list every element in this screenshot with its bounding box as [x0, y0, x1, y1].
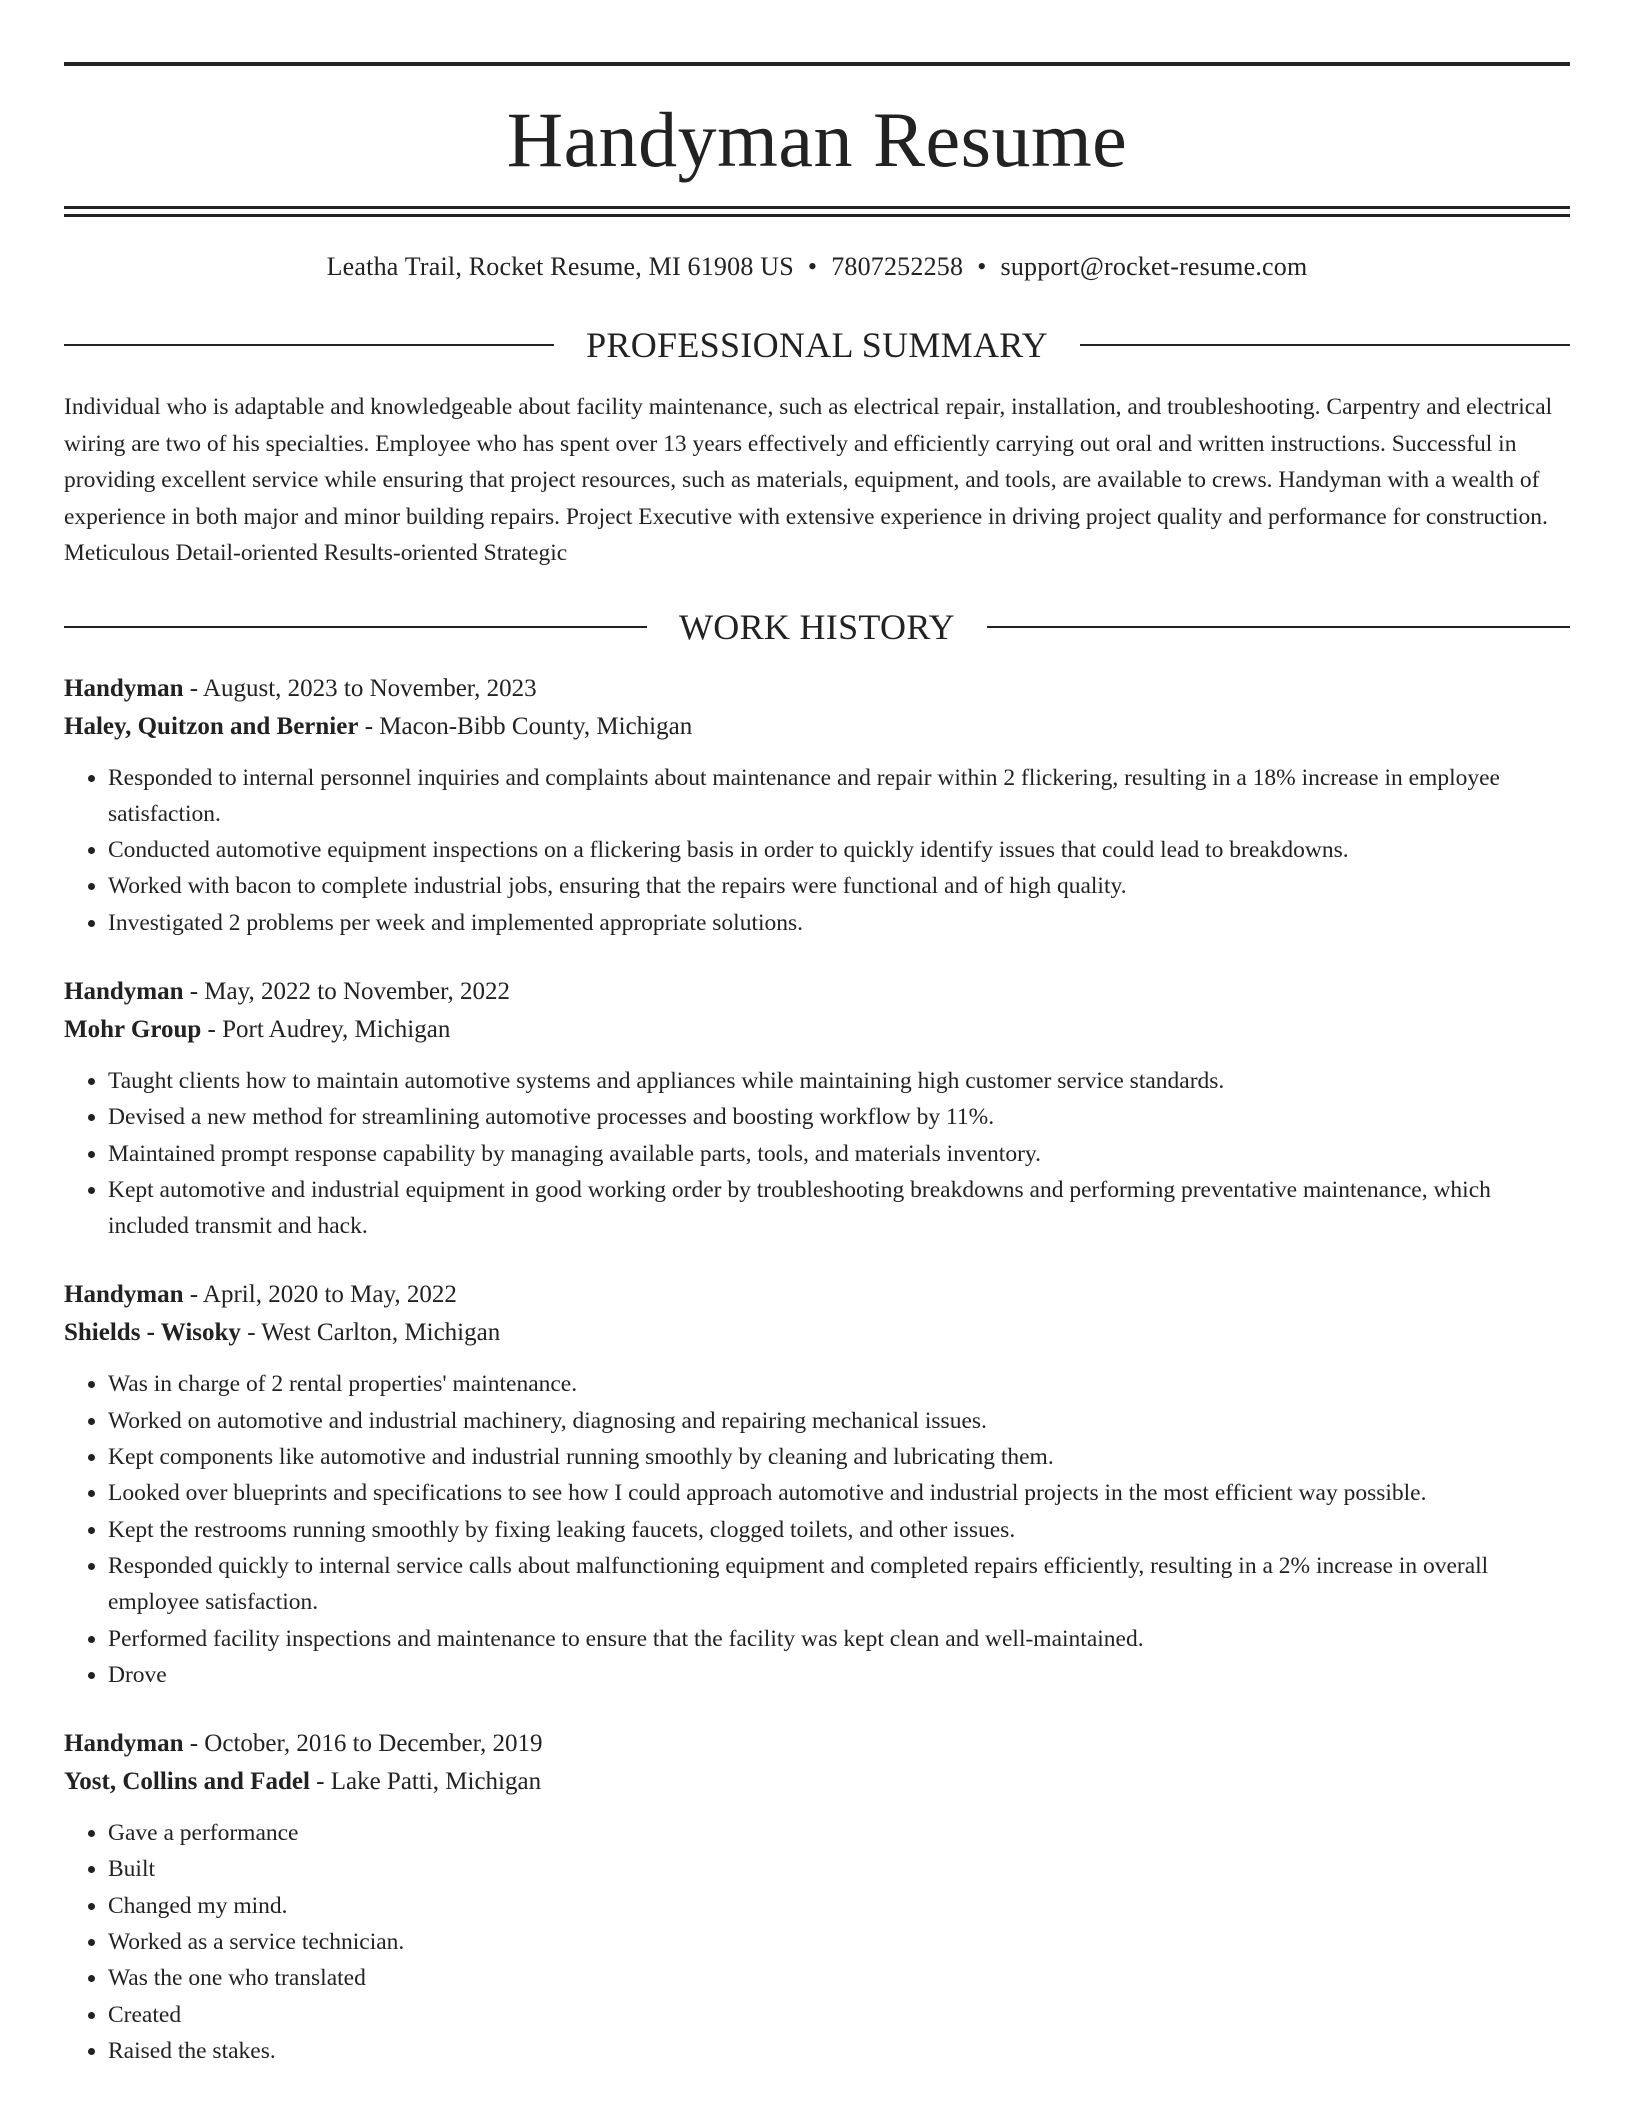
- job-title-line: [64, 973, 1570, 1011]
- job-duties-list: [64, 1366, 1570, 1693]
- job-location: - Lake Patti, Michigan: [309, 1768, 542, 1796]
- contact-separator: •: [977, 252, 987, 281]
- job-dates: - May, 2022 to November, 2022: [183, 977, 510, 1005]
- duty-item: • Worked on automotive and industrial machinery, diagnosing and repairing mechanical issues.: [108, 1403, 1570, 1439]
- duty-item: • Was in charge of 2 rental properties' maintenance.: [108, 1366, 1570, 1402]
- job-duties-list: [64, 1063, 1570, 1244]
- contact-separator: •: [807, 252, 818, 281]
- duty-item: • Kept automotive and industrial equipment in good working order by troubleshooting breakdowns and performing preventative maintenance, which included transmit and hack.: [108, 1172, 1570, 1245]
- heading-rule-left: [64, 626, 647, 628]
- job-company-line: [64, 708, 1570, 746]
- duty-item: • Gave a performance: [108, 1815, 1570, 1851]
- professional-summary-text: Individual who is adaptable and knowledgeable about facility maintenance, such as electrical repair, installation, and troubleshooting. Carpentry and electrical wiring are two of his specialties. Employee who has spent over 13 years effectively and efficiently carrying out oral and written instructions. Successful in providing excellent service while ensuring that project resources, such as materials, equipment, and tools, are available to crews. Handyman with a wealth of experience in both major and minor building repairs. Project Executive with extensive experience in driving project quality and performance for construction. Meticulous Detail-oriented Results-oriented Strategic: [64, 394, 1553, 566]
- job-entry: [64, 1725, 1570, 2069]
- job-location: - Port Audrey, Michigan: [201, 1015, 451, 1043]
- job-company: Haley, Quitzon and Bernier: [64, 712, 359, 740]
- title-double-rule: [64, 206, 1570, 217]
- job-entry: [64, 973, 1570, 1244]
- duty-item: • Taught clients how to maintain automotive systems and appliances while maintaining high customer service standards.: [108, 1063, 1570, 1099]
- duty-item: • Drove: [108, 1657, 1570, 1693]
- job-location: - Macon-Bibb County, Michigan: [358, 712, 693, 740]
- job-company: Yost, Collins and Fadel: [64, 1768, 310, 1796]
- duty-item: • Responded quickly to internal service calls about malfunctioning equipment and completed repairs efficiently, resulting in a 2% increase in overall employee satisfaction.: [108, 1548, 1570, 1621]
- heading-rule-right: [1080, 344, 1570, 346]
- job-location: - West Carlton, Michigan: [240, 1319, 501, 1347]
- job-title: Handyman: [64, 674, 184, 702]
- job-title: Handyman: [64, 1730, 184, 1758]
- job-company: Mohr Group: [64, 1015, 202, 1043]
- job-company: Shields - Wisoky: [64, 1319, 241, 1347]
- duty-item: • Created: [108, 1997, 1570, 2033]
- job-entry: [64, 1276, 1570, 1693]
- contact-email: support@rocket-resume.com: [1000, 252, 1308, 281]
- duty-item: • Built: [108, 1851, 1570, 1887]
- job-dates: - April, 2020 to May, 2022: [183, 1281, 457, 1309]
- job-duties-list: [64, 760, 1570, 941]
- duty-item: • Performed facility inspections and maintenance to ensure that the facility was kept clean and well-maintained.: [108, 1621, 1570, 1657]
- duty-item: • Worked as a service technician.: [108, 1924, 1570, 1960]
- heading-rule-right: [987, 626, 1570, 628]
- job-title-line: [64, 670, 1570, 708]
- duty-item: • Devised a new method for streamlining automotive processes and boosting workflow by 11%.: [108, 1099, 1570, 1135]
- job-title: Handyman: [64, 977, 184, 1005]
- section-heading-label: PROFESSIONAL SUMMARY: [586, 325, 1048, 365]
- duty-item: • Was the one who translated: [108, 1960, 1570, 1996]
- job-title: Handyman: [64, 1281, 184, 1309]
- job-title-line: [64, 1276, 1570, 1314]
- duty-item: • Looked over blueprints and specifications to see how I could approach automotive and industrial projects in the most efficient way possible.: [108, 1475, 1570, 1511]
- job-company-line: [64, 1011, 1570, 1049]
- work-history-heading: [64, 606, 1570, 647]
- job-company-line: [64, 1314, 1570, 1352]
- job-duties-list: [64, 1815, 1570, 2069]
- duty-item: • Responded to internal personnel inquiries and complaints about maintenance and repair within 2 flickering, resulting in a 18% increase in employee satisfaction.: [108, 760, 1570, 833]
- job-title-line: [64, 1725, 1570, 1763]
- duty-item: • Changed my mind.: [108, 1888, 1570, 1924]
- contact-line: [64, 254, 1570, 280]
- duty-item: • Worked with bacon to complete industrial jobs, ensuring that the repairs were functional and of high quality.: [108, 868, 1570, 904]
- contact-phone: 7807252258: [831, 252, 964, 281]
- duty-item: • Raised the stakes.: [108, 2033, 1570, 2069]
- top-rule: [64, 62, 1570, 66]
- heading-rule-left: [64, 344, 554, 346]
- job-dates: - October, 2016 to December, 2019: [183, 1730, 543, 1758]
- contact-address: Leatha Trail, Rocket Resume, MI 61908 US: [326, 252, 794, 281]
- resume-page: [64, 62, 1570, 2069]
- job-entry: [64, 670, 1570, 941]
- job-company-line: [64, 1763, 1570, 1801]
- duty-item: • Maintained prompt response capability by managing available parts, tools, and materials inventory.: [108, 1136, 1570, 1172]
- duty-item: • Conducted automotive equipment inspections on a flickering basis in order to quickly identify issues that could lead to breakdowns.: [108, 832, 1570, 868]
- professional-summary-heading: [64, 327, 1570, 363]
- resume-title: Handyman Resume: [506, 96, 1128, 183]
- duty-item: • Kept the restrooms running smoothly by fixing leaking faucets, clogged toilets, and other issues.: [108, 1512, 1570, 1548]
- duty-item: • Investigated 2 problems per week and implemented appropriate solutions.: [108, 905, 1570, 941]
- job-dates: - August, 2023 to November, 2023: [183, 674, 537, 702]
- section-heading-label: WORK HISTORY: [679, 606, 955, 647]
- duty-item: • Kept components like automotive and industrial running smoothly by cleaning and lubricating them.: [108, 1439, 1570, 1475]
